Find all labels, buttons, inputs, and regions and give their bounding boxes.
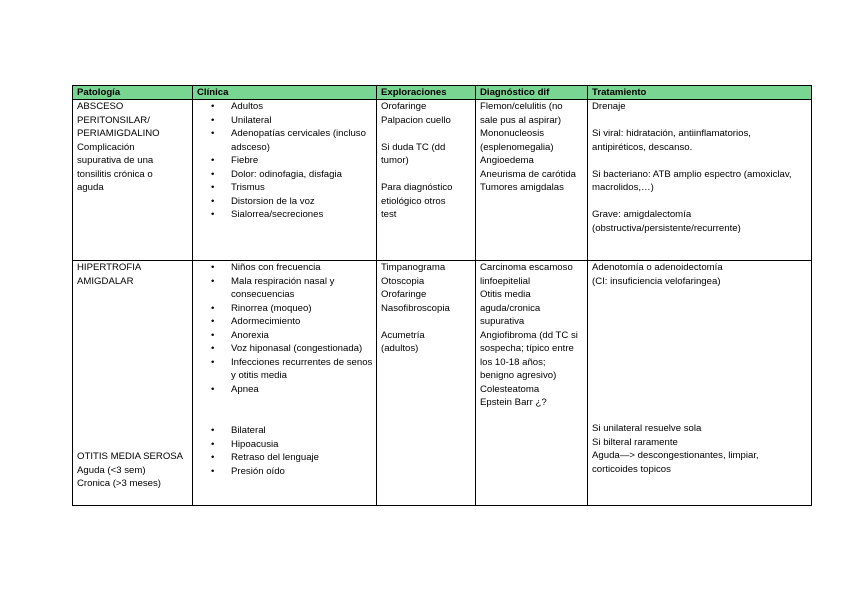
text-line: Aneurisma de carótida <box>480 168 576 180</box>
symptom-list <box>197 100 376 222</box>
header-clinica: Clínica <box>193 86 377 100</box>
text-line: Drenaje <box>592 101 626 112</box>
text-line: Complicación <box>77 141 135 153</box>
cell-diagnostico <box>476 261 588 506</box>
text-line: tonsilitis crónica o <box>77 168 153 180</box>
text-line: aguda <box>77 182 104 193</box>
text-line: Flemon/celulitis (no <box>480 101 563 112</box>
text-line <box>592 195 811 209</box>
text-line <box>381 315 475 329</box>
cell-exploraciones <box>377 100 476 261</box>
text-line: Aguda (<3 sem) <box>77 464 146 476</box>
list-item: • Niños con frecuencia <box>197 261 376 275</box>
text-line: Mononucleosis <box>480 128 544 139</box>
text-line: etiológico otros <box>381 195 446 207</box>
text-line: Si duda TC (dd <box>381 141 446 153</box>
text-line: Si viral: hidratación, antiinflamatorios, <box>592 128 751 139</box>
text-line: test <box>381 209 397 220</box>
text-line: supurativa <box>480 316 525 327</box>
list-item: • Bilateral <box>197 424 376 438</box>
text-line: Si unilateral resuelve sola <box>592 423 702 434</box>
text-line: Grave: amigdalectomía <box>592 209 692 220</box>
list-item: • Retraso del lenguaje <box>197 451 376 465</box>
text-line: supurativa de una <box>77 155 154 166</box>
list-item: • Rinorrea (moqueo) <box>197 302 376 316</box>
list-item: • Fiebre <box>197 154 376 168</box>
cell-tratamiento <box>588 100 812 261</box>
text-line: antipiréticos, descanso. <box>592 141 693 153</box>
text-line: Orofaringe <box>381 289 427 300</box>
text-line: corticoides topicos <box>592 463 671 475</box>
list-item: • Voz hiponasal (congestionada) <box>197 342 376 356</box>
text-line: macrolidos,…) <box>592 182 654 193</box>
text-line: ABSCESO <box>77 101 124 112</box>
text-line: Carcinoma escamoso <box>480 262 573 273</box>
cell-clinica <box>193 100 377 261</box>
text-line <box>381 127 475 141</box>
text-line: PERITONSILAR/ <box>77 114 150 126</box>
text-line: (CI: insuficiencia velofaringea) <box>592 275 721 287</box>
table-row <box>73 100 812 261</box>
list-item: • Presión oído <box>197 465 376 479</box>
text-line: benigno agresivo) <box>480 370 557 381</box>
text-line <box>592 114 811 128</box>
list-item: • Adenopatías cervicales (incluso adsceso) <box>197 127 376 154</box>
list-item: • Sialorrea/secreciones <box>197 208 376 222</box>
text-line: linfoepitelial <box>480 275 531 287</box>
list-item: • Hipoacusia <box>197 438 376 452</box>
text-line: Cronica (>3 meses) <box>77 478 161 489</box>
text-line: aguda/cronica <box>480 302 541 314</box>
text-line: PERIAMIGDALINO <box>77 128 160 139</box>
list-item: • Trismus <box>197 181 376 195</box>
list-item: • Anorexia <box>197 329 376 343</box>
text-line <box>381 168 475 182</box>
cell-tratamiento <box>588 261 812 506</box>
text-line: Angioedema <box>480 155 534 166</box>
text-line: Palpacion cuello <box>381 114 451 126</box>
text-line: Si bilteral raramente <box>592 436 678 448</box>
list-item: • Unilateral <box>197 114 376 128</box>
text-line: HIPERTROFIA <box>77 262 142 273</box>
cell-clinica <box>193 261 377 506</box>
text-line: (obstructiva/persistente/recurrente) <box>592 222 741 234</box>
text-line: Acumetría <box>381 329 425 341</box>
text-line: Tumores amigdalas <box>480 182 564 193</box>
cell-patologia <box>73 100 193 261</box>
list-item: • Mala respiración nasal y consecuencias <box>197 275 376 302</box>
text-line: Colesteatoma <box>480 383 540 395</box>
text-line: Timpanograma <box>381 262 446 273</box>
treatment-otitis <box>592 422 811 476</box>
symptom-list <box>197 261 376 396</box>
list-item: • Adormecimiento <box>197 315 376 329</box>
text-line: Aguda—> descongestionantes, limpiar, <box>592 450 759 461</box>
list-item: • Dolor: odinofagia, disfagia <box>197 168 376 182</box>
list-item: • Adultos <box>197 100 376 114</box>
text-line: Otitis media <box>480 289 531 300</box>
text-line: Nasofibroscopia <box>381 302 450 314</box>
text-line: Angiofibroma (dd TC si <box>480 329 578 341</box>
cell-diagnostico <box>476 100 588 261</box>
header-diagnostico: Diagnóstico dif <box>476 86 588 100</box>
text-line: tumor) <box>381 155 409 166</box>
text-line: Si bacteriano: ATB amplio espectro (amoxiclav, <box>592 168 792 180</box>
cell-exploraciones <box>377 261 476 506</box>
text-line: Para diagnóstico <box>381 182 453 193</box>
header-patologia: Patología <box>73 86 193 100</box>
text-line: sospecha; típico entre <box>480 343 574 354</box>
symptom-list <box>197 424 376 478</box>
header-tratamiento: Tratamiento <box>588 86 812 100</box>
clinical-table <box>72 85 812 506</box>
list-item: • Distorsion de la voz <box>197 195 376 209</box>
pathology-hipertrofia <box>77 261 192 288</box>
cell-patologia <box>73 261 193 506</box>
header-exploraciones: Exploraciones <box>377 86 476 100</box>
header-row <box>73 86 812 100</box>
list-item: • Infecciones recurrentes de senos y otitis media <box>197 356 376 383</box>
treatment-hipertrofia <box>592 261 811 288</box>
text-line: Orofaringe <box>381 101 427 112</box>
text-line <box>592 154 811 168</box>
text-line: Adenotomía o adenoidectomía <box>592 262 723 273</box>
text-line: Otoscopia <box>381 275 425 287</box>
text-line: (adultos) <box>381 343 419 354</box>
text-line: los 10-18 años; <box>480 356 546 368</box>
table-row <box>73 261 812 506</box>
text-line: sale pus al aspirar) <box>480 114 562 126</box>
text-line: Epstein Barr ¿? <box>480 397 547 408</box>
text-line: (esplenomegalia) <box>480 141 554 153</box>
pathology-otitis <box>77 450 192 491</box>
list-item: • Apnea <box>197 383 376 397</box>
text-line: AMIGDALAR <box>77 275 134 287</box>
text-line: OTITIS MEDIA SEROSA <box>77 451 184 462</box>
